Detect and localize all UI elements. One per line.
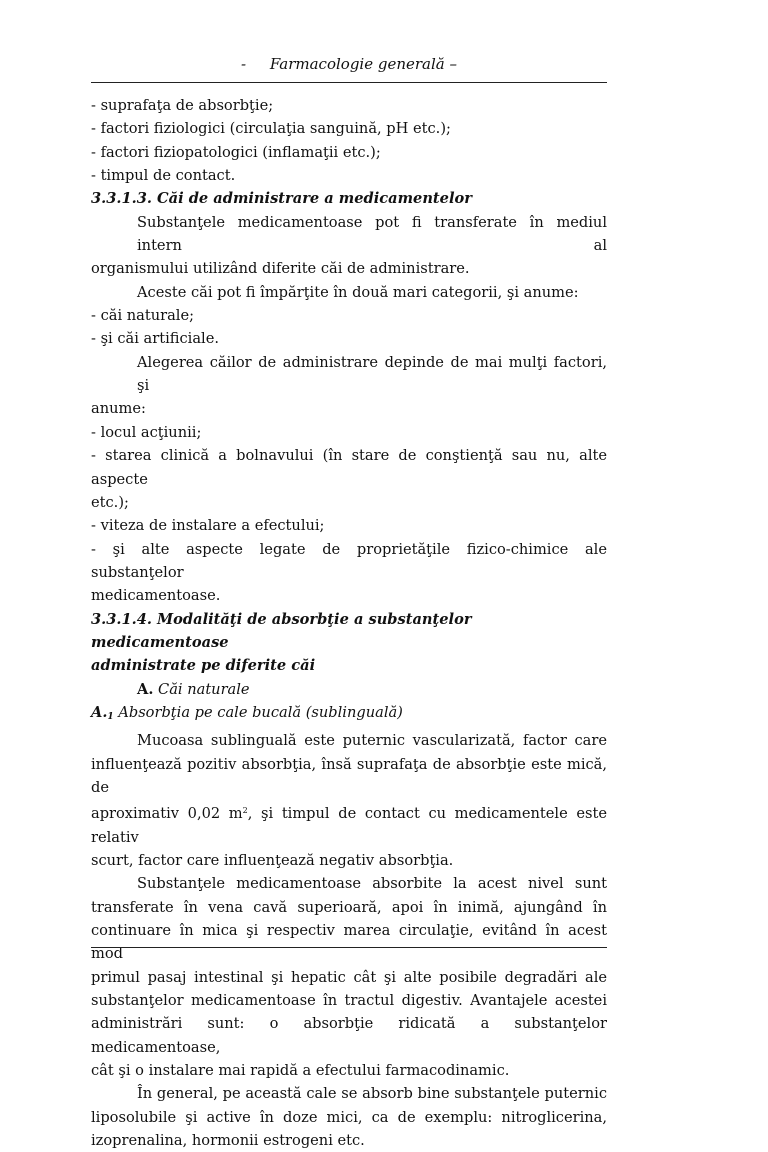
paragraph-line: Substanţele medicamentoase absorbite la acest nivel sunt — [137, 875, 607, 893]
paragraph-line: anume: — [91, 400, 146, 418]
paragraph-line: Aceste căi pot fi împărţite în două mari categorii, şi anume: — [137, 283, 579, 301]
list-item: - factori fiziopatologici (inflamaţii etc.); — [91, 143, 381, 161]
list-item: - timpul de contact. — [91, 167, 236, 185]
paragraph-line: transferate în vena cavă superioară, apoi în inimă, ajungând în — [91, 898, 607, 916]
subsection-a — [91, 678, 607, 701]
page-header — [91, 54, 607, 74]
section-heading-3-3-1-4-cont: administrate pe diferite căi — [91, 657, 316, 675]
list-item: - locul acţiunii; — [91, 423, 202, 441]
paragraph-line: scurt, factor care influenţează negativ absorbţia. — [91, 852, 454, 869]
paragraph-line: administrări sunt: o absorbţie ridicată a substanţelor medicamentoase, — [91, 1015, 607, 1056]
paragraph-line: Mucoasa sublinguală este puternic vascularizată, factor care — [137, 732, 607, 750]
list-item-continuation: etc.); — [91, 493, 129, 511]
header-rule — [91, 82, 607, 83]
list-item: - şi căi artificiale. — [91, 330, 219, 348]
footer-rule — [91, 947, 607, 948]
paragraph-line: organismului utilizând diferite căi de administrare. — [91, 260, 470, 278]
header-title: Farmacologie generală – — [269, 55, 458, 73]
paragraph-line: Alegerea căilor de administrare depinde de mai mulţi factori, şi — [137, 353, 607, 395]
subsection-a1-index: 1 — [107, 711, 114, 722]
paragraph-line — [91, 799, 607, 849]
list-item-continuation: medicamentoase. — [91, 587, 221, 605]
text-run: , şi timpul de contact cu medicamentele este relativ — [91, 805, 607, 846]
subsection-a-letter: A. — [137, 680, 154, 698]
list-item: - căi naturale; — [91, 307, 195, 325]
subsection-a-title: Căi naturale — [158, 680, 250, 698]
subsection-a1-letter: A. — [91, 703, 108, 721]
paragraph-line: izoprenalina, hormonii estrogeni etc. — [91, 1132, 365, 1150]
paragraph-line: liposolubile şi active în doze mici, ca de exemplu: nitroglicerina, — [91, 1108, 607, 1126]
list-item: - factori fiziologici (circulaţia sanguină, pH etc.); — [91, 120, 451, 138]
list-item: - suprafaţa de absorbţie; — [91, 97, 274, 114]
paragraph-line: influenţează pozitiv absorbţia, însă suprafaţa de absorbţie este mică, de — [91, 755, 607, 796]
paragraph-line: primul pasaj intestinal şi hepatic cât şi alte posibile degradări ale — [91, 968, 607, 986]
paragraph-line: cât şi o instalare mai rapidă a efectului farmacodinamic. — [91, 1062, 510, 1080]
list-item: - starea clinică a bolnavului (în stare de conştienţă sau nu, alte aspecte — [91, 447, 607, 488]
paragraph-line: În general, pe această cale se absorb bine substanţele puternic — [137, 1085, 607, 1103]
list-item: - şi alte aspecte legate de proprietăţile fizico-chimice ale substanţelor — [91, 540, 607, 581]
text-run: aproximativ 0,02 m — [91, 805, 243, 823]
subsection-a1-title: Absorbţia pe cale bucală (sublinguală) — [118, 703, 403, 721]
section-heading-3-3-1-4: 3.3.1.4. Modalităţi de absorbţie a substanţelor medicamentoase — [91, 610, 472, 651]
paragraph-line: substanţelor medicamentoase în tractul digestiv. Avantajele acestei — [91, 992, 607, 1010]
section-heading-3-3-1-3: 3.3.1.3. Căi de administrare a medicamentelor — [91, 190, 472, 208]
subsection-a1 — [91, 701, 607, 729]
list-item: - viteza de instalare a efectului; — [91, 517, 325, 535]
superscript: 2 — [242, 806, 248, 816]
paragraph-line: Substanţele medicamentoase pot fi transferate în mediul intern al — [137, 213, 607, 255]
page-body — [91, 94, 607, 1152]
paragraph-line: continuare în mica şi respectiv marea circulaţie, evitând în acest mod — [91, 922, 607, 963]
header-dash: - — [240, 55, 247, 73]
